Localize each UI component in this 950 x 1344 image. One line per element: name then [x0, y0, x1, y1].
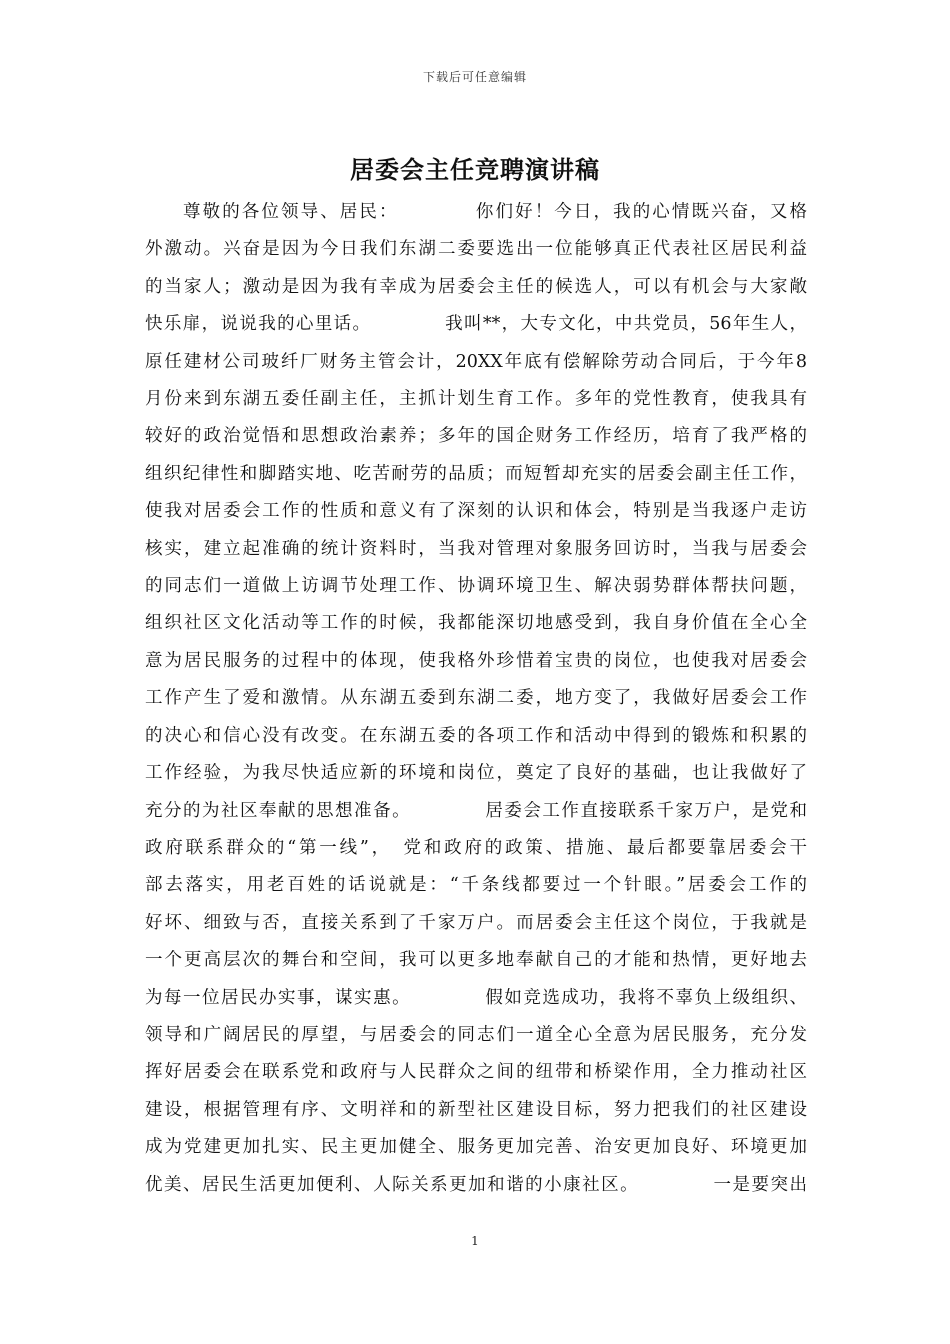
body-line: 政府联系群众的“第一线”， 党和政府的政策、措施、最后都要靠居委会干: [145, 837, 807, 858]
body-line: 一个更高层次的舞台和空间，我可以更多地奉献自己的才能和热情，更好地去: [145, 950, 807, 971]
body-line: 部去落实，用老百姓的话说就是：“千条线都要过一个针眼。”居委会工作的: [145, 875, 807, 896]
body-line: 的决心和信心没有改变。在东湖五委的各项工作和活动中得到的锻炼和积累的: [145, 725, 807, 746]
body-line: 的同志们一道做上访调节处理工作、协调环境卫生、解决弱势群体帮扶问题，: [145, 576, 807, 597]
header-note: 下载后可任意编辑: [422, 70, 527, 84]
body-line: 工作经验，为我尽快适应新的环境和岗位，奠定了良好的基础，也让我做好了: [145, 763, 807, 784]
body-line: 建设，根据管理有序、文明祥和的新型社区建设目标，努力把我们的社区建设: [145, 1099, 807, 1120]
body-line: 领导和广阔居民的厚望，与居委会的同志们一道全心全意为居民服务，充分发: [145, 1024, 807, 1045]
body-text: [145, 194, 807, 1204]
body-line: 充分的为社区奉献的思想准备。 居委会工作直接联系千家万户，是党和: [145, 800, 807, 821]
body-line: 工作产生了爱和激情。从东湖五委到东湖二委，地方变了，我做好居委会工作: [145, 688, 807, 709]
body-line: 较好的政治觉悟和思想政治素养；多年的国企财务工作经历，培育了我严格的: [145, 426, 807, 447]
body-line: 快乐扉，说说我的心里话。 我叫**，大专文化，中共党员，56年生人，: [145, 314, 807, 335]
body-line: 为每一位居民办实事，谋实惠。 假如竞选成功，我将不辜负上级组织、: [145, 987, 807, 1008]
body-line: 原任建材公司玻纤厂财务主管会计，20XX年底有偿解除劳动合同后，于今年8: [145, 351, 807, 372]
page-number: 1: [471, 1234, 479, 1248]
body-line: 核实，建立起准确的统计资料时，当我对管理对象服务回访时，当我与居委会: [145, 538, 807, 559]
body-line: 优美、居民生活更加便利、人际关系更加和谐的小康社区。 一是要突出: [145, 1174, 807, 1195]
document-title: 居委会主任竞聘演讲稿: [350, 155, 600, 184]
body-line: 月份来到东湖五委任副主任，主抓计划生育工作。多年的党性教育，使我具有: [145, 389, 807, 410]
body-line: 的当家人；激动是因为我有幸成为居委会主任的候选人，可以有机会与大家敞: [145, 276, 807, 297]
body-line: 组织社区文化活动等工作的时候，我都能深切地感受到，我自身价值在全心全: [145, 613, 807, 634]
body-line: 使我对居委会工作的性质和意义有了深刻的认识和体会，特别是当我逐户走访: [145, 501, 807, 522]
body-line: 挥好居委会在联系党和政府与人民群众之间的纽带和桥梁作用，全力推动社区: [145, 1062, 807, 1083]
body-line: 好坏、细致与否，直接关系到了千家万户。而居委会主任这个岗位，于我就是: [145, 912, 807, 933]
body-line: 组织纪律性和脚踏实地、吃苦耐劳的品质；而短暂却充实的居委会副主任工作，: [145, 463, 807, 484]
body-line: 尊敬的各位领导、居民： 你们好！今日，我的心情既兴奋，又格: [183, 202, 807, 222]
body-line: 外激动。兴奋是因为今日我们东湖二委要选出一位能够真正代表社区居民利益: [145, 239, 807, 260]
body-line: 成为党建更加扎实、民主更加健全、服务更加完善、治安更加良好、环境更加: [145, 1137, 807, 1158]
body-line: 意为居民服务的过程中的体现，使我格外珍惜着宝贵的岗位，也使我对居委会: [145, 650, 807, 671]
